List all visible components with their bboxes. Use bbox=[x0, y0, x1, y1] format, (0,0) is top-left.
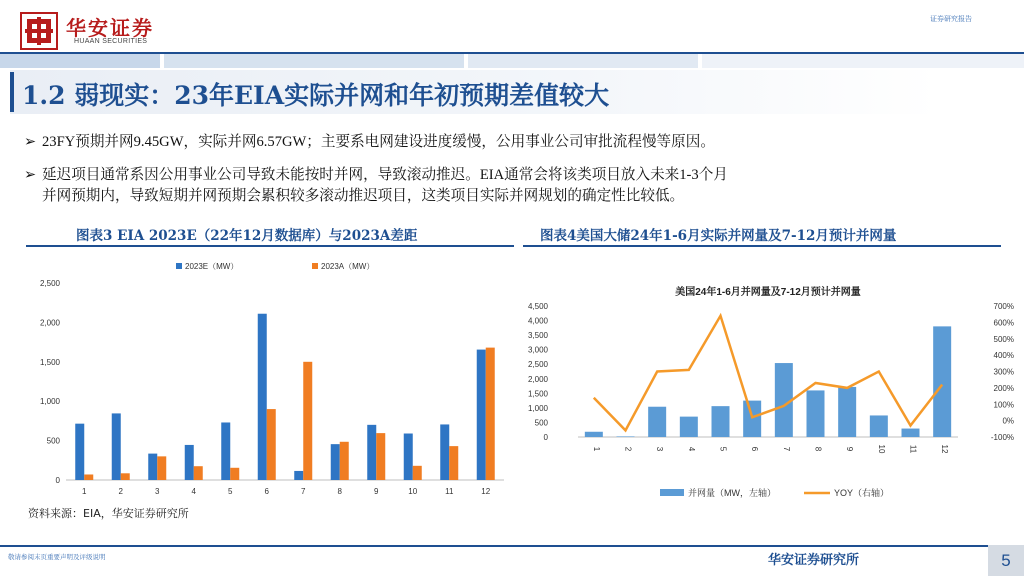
chart1-xtick-label: 8 bbox=[337, 487, 342, 496]
chart2-bar bbox=[743, 401, 761, 437]
bullet-arrow-icon: ➢ bbox=[24, 134, 37, 150]
chart2-ytick-left: 4,500 bbox=[527, 302, 548, 311]
chart2-bar bbox=[902, 429, 920, 437]
bullet-2 bbox=[24, 165, 1004, 207]
chart2-xtick-label: 10 bbox=[876, 444, 886, 454]
chart1-xtick-label: 5 bbox=[228, 487, 233, 496]
chart1-bar bbox=[331, 444, 340, 480]
footer-disclaimer: 敬请参阅末页重要声明及评级说明 bbox=[8, 553, 106, 561]
chart2-combo-chart bbox=[520, 275, 1015, 507]
chart2-yoy-line bbox=[594, 316, 942, 431]
chart1-bar bbox=[477, 350, 486, 480]
logo-cn-text: 华安证券 bbox=[66, 16, 154, 40]
chart1-legend-swatch bbox=[176, 263, 182, 269]
chart1-ytick-label: 1,000 bbox=[39, 397, 60, 407]
chart1-xtick-label: 1 bbox=[82, 487, 87, 496]
chart1-caption-rule bbox=[26, 245, 514, 247]
chart1-legend-label: 2023A（MW） bbox=[321, 262, 375, 271]
bullet-1-text: 23FY预期并网9.45GW，实际并网6.57GW；主要系电网建设进度缓慢，公用事业公司审批流程慢等原因。 bbox=[42, 134, 715, 150]
chart1-bar bbox=[230, 468, 239, 480]
chart2-ytick-left: 3,000 bbox=[527, 345, 548, 355]
chart2-ytick-left: 0 bbox=[543, 433, 548, 442]
chart2-caption: 图表4美国大储24年1-6月实际并网量及7-12月预计并网量 bbox=[540, 228, 897, 244]
chart1-legend-label: 2023E（MW） bbox=[185, 262, 239, 271]
chart1-ytick-label: 1,500 bbox=[39, 357, 60, 367]
chart2-ytick-right: -100% bbox=[990, 433, 1014, 442]
chart2-ytick-right: 100% bbox=[993, 400, 1014, 410]
company-logo-icon bbox=[20, 12, 58, 50]
chart1-bar bbox=[84, 474, 93, 480]
chart1-xtick-label: 4 bbox=[191, 487, 196, 496]
chart2-caption-rule bbox=[523, 245, 1001, 247]
chart2-ytick-right: 700% bbox=[993, 302, 1014, 311]
chart1-bar bbox=[367, 425, 376, 480]
bullet-1 bbox=[24, 132, 1004, 153]
chart1-bar bbox=[340, 442, 349, 480]
chart2-xtick-label: 9 bbox=[845, 446, 855, 452]
chart1-bar bbox=[267, 409, 276, 480]
chart1-caption: 图表3 EIA 2023E（22年12月数据库）与2023A差距 bbox=[76, 228, 418, 244]
chart2-xtick-label: 3 bbox=[655, 446, 665, 452]
chart2-xtick-label: 7 bbox=[781, 446, 791, 452]
chart2-ytick-right: 500% bbox=[993, 334, 1014, 344]
chart1-xtick-label: 12 bbox=[481, 487, 491, 496]
chart1-bar-chart bbox=[26, 252, 516, 500]
chart1-legend-swatch bbox=[312, 263, 318, 269]
chart2-xtick-label: 12 bbox=[940, 444, 950, 454]
title-accent bbox=[10, 72, 14, 112]
chart2-xtick-label: 4 bbox=[686, 446, 696, 452]
page-title: 1.2 弱现实：23年EIA实际并网和年初预期差值较大 bbox=[22, 81, 610, 110]
chart1-ytick-label: 2,000 bbox=[39, 318, 60, 328]
page-number: 5 bbox=[988, 545, 1024, 576]
bullet-2-text-line2: 并网预期内，导致短期并网预期会累积较多滚动推迟项目，这类项目实际并网规划的确定性比较低。 bbox=[42, 188, 685, 204]
chart2-bar bbox=[585, 432, 603, 437]
chart1-xtick-label: 10 bbox=[408, 487, 418, 496]
chart1-bar bbox=[157, 456, 166, 480]
chart2-ytick-left: 4,000 bbox=[527, 316, 548, 326]
chart1-xtick-label: 2 bbox=[118, 487, 123, 496]
chart1-bar bbox=[221, 422, 230, 480]
chart2-legend-bar-swatch bbox=[660, 489, 684, 496]
source-note: 资料来源：EIA，华安证券研究所 bbox=[28, 507, 189, 520]
chart2-bar bbox=[807, 390, 825, 437]
chart2-ytick-left: 1,500 bbox=[527, 389, 548, 399]
chart2-ytick-left: 1,000 bbox=[527, 403, 548, 413]
chart1-xtick-label: 9 bbox=[374, 487, 379, 496]
chart2-xtick-label: 8 bbox=[813, 446, 823, 452]
chart1-bar bbox=[376, 433, 385, 480]
chart2-xtick-label: 1 bbox=[591, 446, 601, 452]
chart2-bar bbox=[838, 387, 856, 437]
bullet-2-text-line1b: 延迟项目通常系因公用事业公司导致未能按时并网，导致滚动推迟。EIA通常会将该类项目放入未来1-3个月 bbox=[42, 167, 728, 183]
chart1-bar bbox=[486, 348, 495, 480]
header-stripes bbox=[0, 54, 1024, 68]
chart2-bar bbox=[870, 415, 888, 437]
chart2-legend-line-label: YOY（右轴） bbox=[834, 488, 890, 498]
chart1-xtick-label: 11 bbox=[445, 487, 454, 496]
chart2-bar bbox=[648, 407, 666, 437]
chart2-ytick-right: 600% bbox=[993, 318, 1014, 328]
chart2-xtick-label: 11 bbox=[908, 444, 918, 454]
chart2-ytick-right: 300% bbox=[993, 367, 1014, 377]
chart2-bar bbox=[712, 406, 730, 437]
footer-rule bbox=[0, 545, 1024, 547]
chart2-xtick-label: 5 bbox=[718, 446, 728, 452]
chart2-title: 美国24年1-6月并网量及7-12月预计并网量 bbox=[675, 287, 861, 298]
chart2-xtick-label: 6 bbox=[750, 446, 760, 452]
chart2-bar bbox=[617, 436, 635, 437]
chart1-xtick-label: 7 bbox=[301, 487, 306, 496]
bullet-arrow-icon: ➢ bbox=[24, 167, 37, 183]
chart1-bar bbox=[413, 466, 422, 480]
logo-en-text: HUAAN SECURITIES bbox=[74, 38, 148, 45]
chart1-bar bbox=[303, 362, 312, 480]
chart2-ytick-left: 3,500 bbox=[527, 331, 548, 341]
chart1-bar bbox=[194, 466, 203, 480]
chart1-ytick-label: 2,500 bbox=[39, 279, 60, 288]
chart1-bar bbox=[185, 445, 194, 480]
chart1-bar bbox=[258, 314, 267, 480]
chart1-ytick-label: 0 bbox=[55, 476, 60, 485]
chart2-ytick-left: 2,500 bbox=[527, 360, 548, 370]
chart2-legend-bar-label: 并网量（MW，左轴） bbox=[688, 488, 776, 498]
chart1-bar bbox=[75, 424, 84, 480]
chart2-bar bbox=[680, 417, 698, 437]
footer-org: 华安证券研究所 bbox=[768, 553, 860, 568]
chart1-bar bbox=[440, 424, 449, 480]
chart2-ytick-right: 400% bbox=[993, 351, 1014, 361]
chart1-bar bbox=[449, 446, 458, 480]
chart2-xtick-label: 2 bbox=[623, 446, 633, 452]
chart1-bar bbox=[121, 473, 130, 480]
chart1-bar bbox=[148, 454, 157, 480]
chart1-xtick-label: 6 bbox=[264, 487, 269, 496]
chart1-xtick-label: 3 bbox=[155, 487, 160, 496]
doc-type-label: 证券研究报告 bbox=[930, 15, 972, 23]
chart2-bar bbox=[933, 326, 951, 437]
chart2-ytick-left: 500 bbox=[534, 418, 548, 428]
chart2-ytick-right: 200% bbox=[993, 383, 1014, 393]
chart2-ytick-left: 2,000 bbox=[527, 374, 548, 384]
chart1-bar bbox=[404, 434, 413, 480]
chart2-ytick-right: 0% bbox=[1002, 416, 1014, 426]
chart1-bar bbox=[112, 413, 121, 480]
chart1-bar bbox=[294, 471, 303, 480]
chart1-ytick-label: 500 bbox=[46, 436, 60, 446]
